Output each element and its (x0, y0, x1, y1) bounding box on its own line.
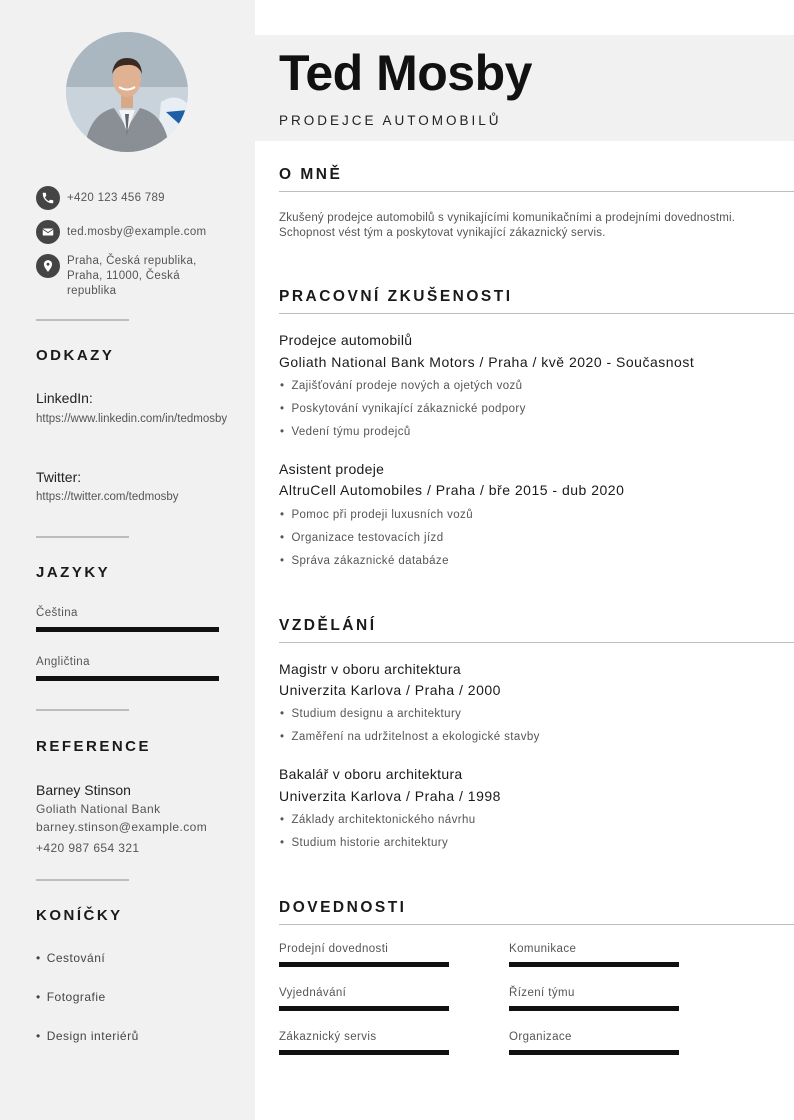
job-duty: • Zajišťování prodeje nových a ojetých vozů (280, 380, 522, 392)
job-duty: • Poskytování vynikající zákaznické podpory (280, 403, 526, 415)
degree-detail: • Studium historie architektury (280, 837, 448, 849)
linkedin-link[interactable]: https://www.linkedin.com/in/tedmosby (36, 413, 228, 425)
phone-icon (36, 186, 60, 210)
job-position: Asistent prodeje (279, 461, 385, 477)
section-rule (279, 191, 794, 192)
skills-heading: DOVEDNOSTI (279, 899, 407, 916)
job-duty: • Organizace testovacích jízd (280, 532, 444, 544)
skill-name: Vyjednávání (279, 987, 347, 999)
section-rule (279, 924, 794, 925)
twitter-label: Twitter: (36, 469, 82, 485)
links-heading: ODKAZY (36, 347, 115, 364)
job-position: Prodejce automobilů (279, 332, 413, 348)
hobby-item: • Fotografie (36, 990, 106, 1004)
degree-school-line: Univerzita Karlova / Praha / 1998 (279, 788, 501, 804)
degree-detail: • Základy architektonického návrhu (280, 814, 476, 826)
about-heading: O MNĚ (279, 166, 343, 183)
address-text: Praha, Česká republika, Praha, 11000, Česká republika (67, 255, 197, 297)
contact-list (36, 186, 236, 309)
job-employer-line: Goliath National Bank Motors / Praha / kvě 2020 - Současnost (279, 354, 695, 370)
location-pin-icon (36, 254, 60, 278)
degree-title: Bakalář v oboru architektura (279, 766, 463, 782)
contact-email (36, 220, 236, 244)
degree-detail: • Studium designu a architektury (280, 708, 461, 720)
profile-photo (66, 32, 188, 152)
skill-level-bar (509, 962, 679, 967)
skill-name: Řízení týmu (509, 987, 575, 999)
sidebar-divider (36, 709, 129, 711)
sidebar-divider (36, 879, 129, 881)
skill-name: Zákaznický servis (279, 1031, 377, 1043)
skill-name: Komunikace (509, 943, 577, 955)
languages-heading: JAZYKY (36, 564, 111, 581)
sidebar (0, 0, 255, 1120)
linkedin-label: LinkedIn: (36, 390, 93, 406)
envelope-icon (36, 220, 60, 244)
language-name: Čeština (36, 607, 78, 619)
job-duty: • Vedení týmu prodejců (280, 426, 411, 438)
section-rule (279, 642, 794, 643)
contact-address (36, 254, 236, 299)
skill-level-bar (279, 962, 449, 967)
degree-detail: • Zaměření na udržitelnost a ekologické stavby (280, 731, 540, 743)
skill-name: Organizace (509, 1031, 572, 1043)
skill-level-bar (509, 1006, 679, 1011)
profile-photo-image (66, 32, 188, 152)
section-rule (279, 313, 794, 314)
job-duty: • Správa zákaznické databáze (280, 555, 449, 567)
job-title: PRODEJCE AUTOMOBILŮ (279, 113, 502, 128)
reference-company: Goliath National Bank (36, 802, 161, 816)
degree-title: Magistr v oboru architektura (279, 661, 461, 677)
person-name: Ted Mosby (279, 45, 532, 101)
hobby-item: • Design interiérů (36, 1029, 139, 1043)
reference-phone: +420 987 654 321 (36, 841, 140, 855)
reference-email: barney.stinson@example.com (36, 820, 208, 834)
email-text: ted.mosby@example.com (67, 226, 207, 238)
sidebar-divider (36, 319, 129, 321)
degree-school-line: Univerzita Karlova / Praha / 2000 (279, 682, 501, 698)
twitter-link[interactable]: https://twitter.com/tedmosby (36, 491, 179, 503)
skill-level-bar (279, 1050, 449, 1055)
education-heading: VZDĚLÁNÍ (279, 617, 377, 634)
contact-phone (36, 186, 236, 210)
skill-level-bar (509, 1050, 679, 1055)
about-text: Zkušený prodejce automobilů s vynikajícími komunikačními a prodejními dovednostmi. Schopnost vést tým a poskytovat vynikající zákaznický servis. (279, 212, 736, 239)
reference-name: Barney Stinson (36, 782, 131, 798)
job-employer-line: AltruCell Automobiles / Praha / bře 2015 - dub 2020 (279, 482, 625, 498)
skill-name: Prodejní dovednosti (279, 943, 389, 955)
experience-heading: PRACOVNÍ ZKUŠENOSTI (279, 288, 513, 305)
hobby-item: • Cestování (36, 951, 105, 965)
skill-level-bar (279, 1006, 449, 1011)
sidebar-divider (36, 536, 129, 538)
language-level-bar (36, 627, 219, 632)
reference-heading: REFERENCE (36, 738, 152, 755)
language-name: Angličtina (36, 656, 90, 668)
hobbies-heading: KONÍČKY (36, 907, 123, 924)
phone-text: +420 123 456 789 (67, 192, 165, 204)
job-duty: • Pomoc při prodeji luxusních vozů (280, 509, 473, 521)
language-level-bar (36, 676, 219, 681)
